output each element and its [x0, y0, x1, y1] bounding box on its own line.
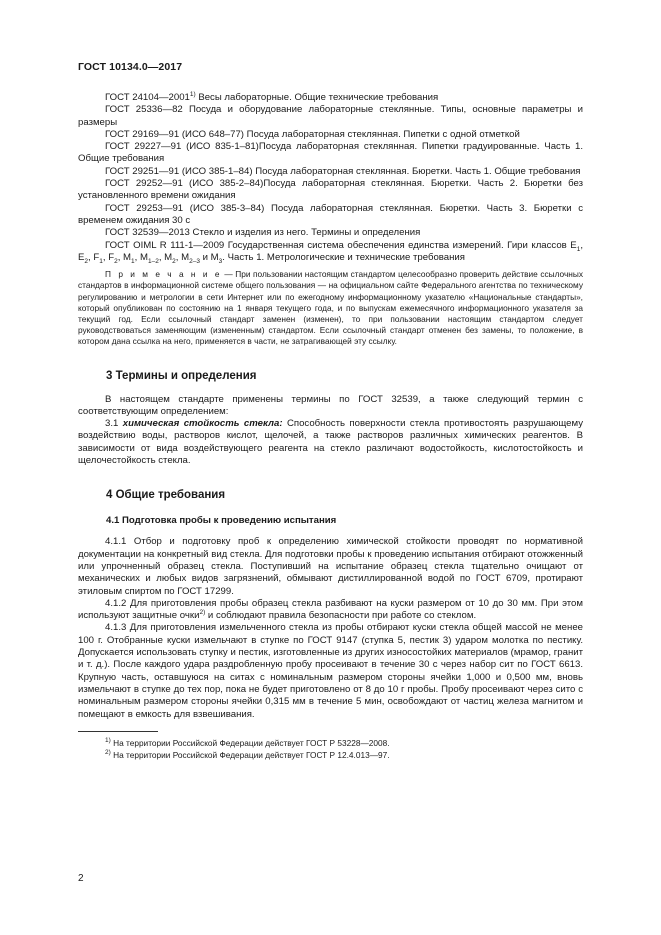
footnote-2: $^{2)}$ На территории Российской Федерации действует ГОСТ Р 12.4.013—97.: [105, 749, 390, 760]
paragraph-4-1-1: 4.1.1 Отбор и подготовку проб к определению химической стойкости проводят по нормативной документации на конкретный вид стекла. Для подготовки пробы к проведению испытания отбирают отожженный или упрочненный образец стекла. Поступивший на испытание образец стекла тщательно очищают от механических и любых видов загрязнений, обмывают дистиллированной водой по ГОСТ 6709, протирают этиловым спиртом по ГОСТ 17299.: [78, 536, 583, 597]
paragraph-4-1-3: 4.1.3 Для приготовления измельченного стекла из пробы отбирают куски стекла общей массой не менее 100 г. Отобранные куски измельчают в ступке по ГОСТ 9147 (ступка 5, пестик 3) ударом молотка по пестику. Допускается использовать ступку и пестик, изготовленные из других износостойких материалов (мрамор, гранит и т. д.). После каждого удара раздробленную пробу просеивают в течение 30 с через набор сит по ГОСТ 6613. Крупную часть, оставшуюся на ситах с номинальным размером стороны ячейки 1,000 и 0,500 мм, вновь измельчают в ступке до тех пор, пока не будет приготовлено от 8 до 10 г пробы. Пробу просеивают через сито с номинальным размером стороны ячейки 0,315 мм в течение 5 мин, освобождают от частиц железа магнитом и помещают в емкость для взвешивания.: [78, 622, 583, 720]
section-3-title: 3 Термины и определения: [106, 369, 257, 382]
ref-item: ГОСТ 29252—91 (ИСО 385-2–84)Посуда лабораторная стеклянная. Бюретки. Часть 2. Бюретки без установленного времени ожидания: [78, 178, 583, 202]
page-number: 2: [78, 873, 84, 884]
footnote-1: $^{1)}$ На территории Российской Федерации действует ГОСТ Р 53228—2008.: [105, 737, 390, 748]
document-header: ГОСТ 10134.0—2017: [78, 61, 183, 73]
ref-item: ГОСТ 32539—2013 Стекло и изделия из него. Термины и определения: [105, 227, 421, 239]
term-name: химическая стойкость стекла:: [122, 418, 283, 430]
term-definition: 3.1 химическая стойкость стекла: Способность поверхности стекла противостоять разрушающему воздействию воды, растворов кислот, щелочей, а также растворов различных химических реагентов. В зависимости от вида воздействующего реагента на стекло различают водостойкость, кислотостойкость и щелочестойкость стекла.: [78, 418, 583, 467]
ref-item: ГОСТ 29253—91 (ИСО 385-3–84) Посуда лабораторная стеклянная. Бюретки. Часть 3. Бюретки с временем ожидания 30 с: [78, 202, 583, 226]
ref-item: ГОСТ 24104—2001$^{1)}$ Весы лабораторные. Общие технические требования: [105, 90, 439, 103]
note-paragraph: П р и м е ч а н и е — При пользовании настоящим стандартом целесообразно проверить действие ссылочных стандартов в информационной системе общего пользования — на официальном сайте Федерального агентства по техническому регулированию и метрологии в сети Интернет или по ежегодному информационному указателю «Национальные стандарты», который опубликован по состоянию на 1 января текущего года, и по выпускам ежемесячного информационного указателя за текущий год. Если ссылочный стандарт заменен (изменен), то при пользовании настоящим стандартом следует руководствоваться заменяющим (измененным) стандартом. Если ссылочный стандарт отменен без замены, то положение, в котором дана ссылка на него, применяется в части, не затрагивающей эту ссылку.: [78, 269, 583, 347]
ref-item: ГОСТ 29227—91 (ИСО 835-1–81)Посуда лабораторная стеклянная. Пипетки градуированные. Часть 1. Общие требования: [78, 141, 583, 165]
section-4-title: 4 Общие требования: [106, 489, 226, 502]
note-label: П р и м е ч а н и е: [105, 269, 222, 280]
document-body: [78, 92, 583, 761]
ref-item: ГОСТ 25336—82 Посуда и оборудование лабораторные стеклянные. Типы, основные параметры и размеры: [78, 104, 583, 128]
section-3-intro: В настоящем стандарте применены термины по ГОСТ 32539, а также следующий термин с соответствующим определением:: [78, 393, 583, 417]
ref-item: ГОСТ 29251—91 (ИСО 385-1–84) Посуда лабораторная стеклянная. Бюретки. Часть 1. Общие требования: [105, 165, 581, 177]
subsection-4-1-title: 4.1 Подготовка пробы к проведению испытания: [106, 515, 337, 527]
ref-item: ГОСТ OIML R 111-1—2009 Государственная система обеспечения единства измерений. Гири классов $E_1$, $E_2$, $F_1$, $F_2$, $M_1$, $M_{1-2}$, $M_2$, $M_{2-3}$ и $M_3$. Часть 1. Метрологические и технические требования: [78, 239, 583, 265]
footnote-separator: [78, 731, 158, 732]
paragraph-4-1-2: 4.1.2 Для приготовления пробы образец стекла разбивают на куски размером от 10 до 30 мм. При этом используют защитные очки$^{2)}$ и соблюдают правила безопасности при работе со стеклом.: [78, 597, 583, 622]
ref-item: ГОСТ 29169—91 (ИСО 648–77) Посуда лабораторная стеклянная. Пипетки с одной отметкой: [105, 128, 520, 140]
